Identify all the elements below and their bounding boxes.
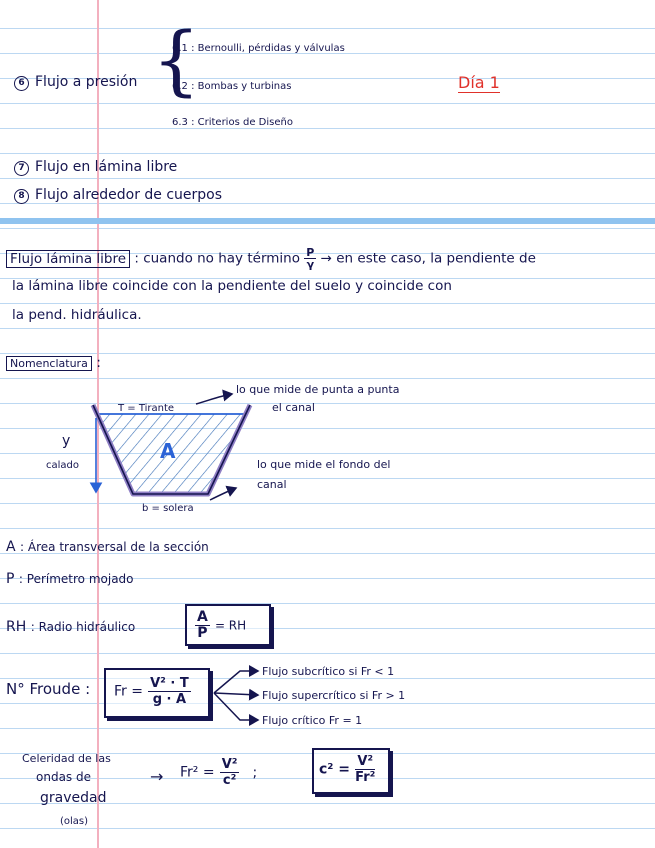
froude-lhs: Fr = xyxy=(114,683,143,700)
subitem-6-1: 6.1 : Bernoulli, pérdidas y válvulas xyxy=(172,43,345,54)
tirante-label: T = Tirante xyxy=(118,403,175,414)
def-area-text: : Área transversal de la sección xyxy=(20,540,209,554)
definition-line-3: la pend. hidráulica. xyxy=(12,307,142,323)
celeridad-line-3: gravedad xyxy=(40,790,107,806)
item-6-label: Flujo a presión xyxy=(35,74,138,90)
item-7-number: 7 xyxy=(14,161,29,176)
celeridad-result-fraction xyxy=(355,754,375,785)
tirante-description-1: lo que mide de punta a punta xyxy=(236,383,400,396)
nomenclatura-colon: : xyxy=(96,355,101,371)
celeridad-result-den: Fr² xyxy=(355,770,376,785)
item-6-number: 6 xyxy=(14,76,29,91)
critical-arrow-icon xyxy=(214,693,258,720)
curly-brace-icon: { xyxy=(152,15,201,104)
def-rh-text: : Radio hidráulico xyxy=(30,620,136,634)
subitem-6-2: 6.2 : Bombas y turbinas xyxy=(172,81,292,92)
definition-text-before: : cuando no hay término xyxy=(134,250,300,267)
celeridad-result-box xyxy=(312,748,390,794)
froude-case-critical: Flujo crítico Fr = 1 xyxy=(262,714,363,727)
celeridad-line-4: (olas) xyxy=(60,816,89,827)
froude-den: g · A xyxy=(152,692,187,707)
item-7-label: Flujo en lámina libre xyxy=(35,159,178,175)
froude-num: V² · T xyxy=(150,676,189,691)
area-letter: A xyxy=(160,439,176,463)
celeridad-eq-den: c² xyxy=(222,773,237,788)
celeridad-arrow-icon: → xyxy=(150,767,164,786)
celeridad-result-formula xyxy=(319,754,375,785)
celeridad-result-num: V² xyxy=(357,754,374,769)
fraction-num: P xyxy=(306,246,315,259)
tirante-description-2: el canal xyxy=(272,401,315,414)
celeridad-line-1: Celeridad de las xyxy=(22,752,111,765)
item-8-label: Flujo alrededor de cuerpos xyxy=(35,187,223,203)
def-rh-symbol: RH xyxy=(6,619,27,635)
celeridad-froude-equation xyxy=(180,757,257,788)
solera-label: b = solera xyxy=(142,503,194,514)
definition-term: Flujo lámina libre xyxy=(6,250,130,268)
froude-label: N° Froude : xyxy=(6,680,91,698)
celeridad-eq-fraction xyxy=(220,757,240,788)
def-perimeter-symbol: P xyxy=(6,571,15,587)
celeridad-eq-lhs: Fr² = xyxy=(180,764,215,781)
froude-case-subcritical: Flujo subcrítico si Fr < 1 xyxy=(262,665,395,678)
froude-case-supercritical: Flujo supercrítico si Fr > 1 xyxy=(262,689,406,702)
rh-rhs: = RH xyxy=(214,618,247,633)
definition-text-after: → en este caso, la pendiente de xyxy=(320,250,536,267)
solera-description-2: canal xyxy=(257,478,287,491)
fraction-den: γ xyxy=(306,258,315,271)
supercritical-arrow-icon xyxy=(214,693,258,695)
celeridad-result-lhs: c² = xyxy=(319,761,351,778)
day-label: Día 1 xyxy=(458,73,500,92)
nomenclatura-title: Nomenclatura xyxy=(6,356,92,371)
definition-line-2: la lámina libre coincide con la pendiente del suelo y coincide con xyxy=(12,278,452,294)
rh-fraction-num: A xyxy=(197,609,208,625)
calado-label: calado xyxy=(46,460,79,471)
celeridad-semicolon: ; xyxy=(252,764,258,781)
item-8-number: 8 xyxy=(14,189,29,204)
celeridad-eq-num: V² xyxy=(221,757,238,772)
subcritical-arrow-icon xyxy=(214,671,258,693)
def-perimeter-text: : Perímetro mojado xyxy=(18,572,134,586)
solera-description-1: lo que mide el fondo del xyxy=(257,458,391,471)
depth-symbol: y xyxy=(62,433,71,449)
def-area-symbol: A xyxy=(6,539,16,555)
rh-fraction-den: P xyxy=(197,625,208,641)
celeridad-line-2: ondas de xyxy=(36,770,91,784)
subitem-6-3: 6.3 : Criterios de Diseño xyxy=(172,117,293,128)
